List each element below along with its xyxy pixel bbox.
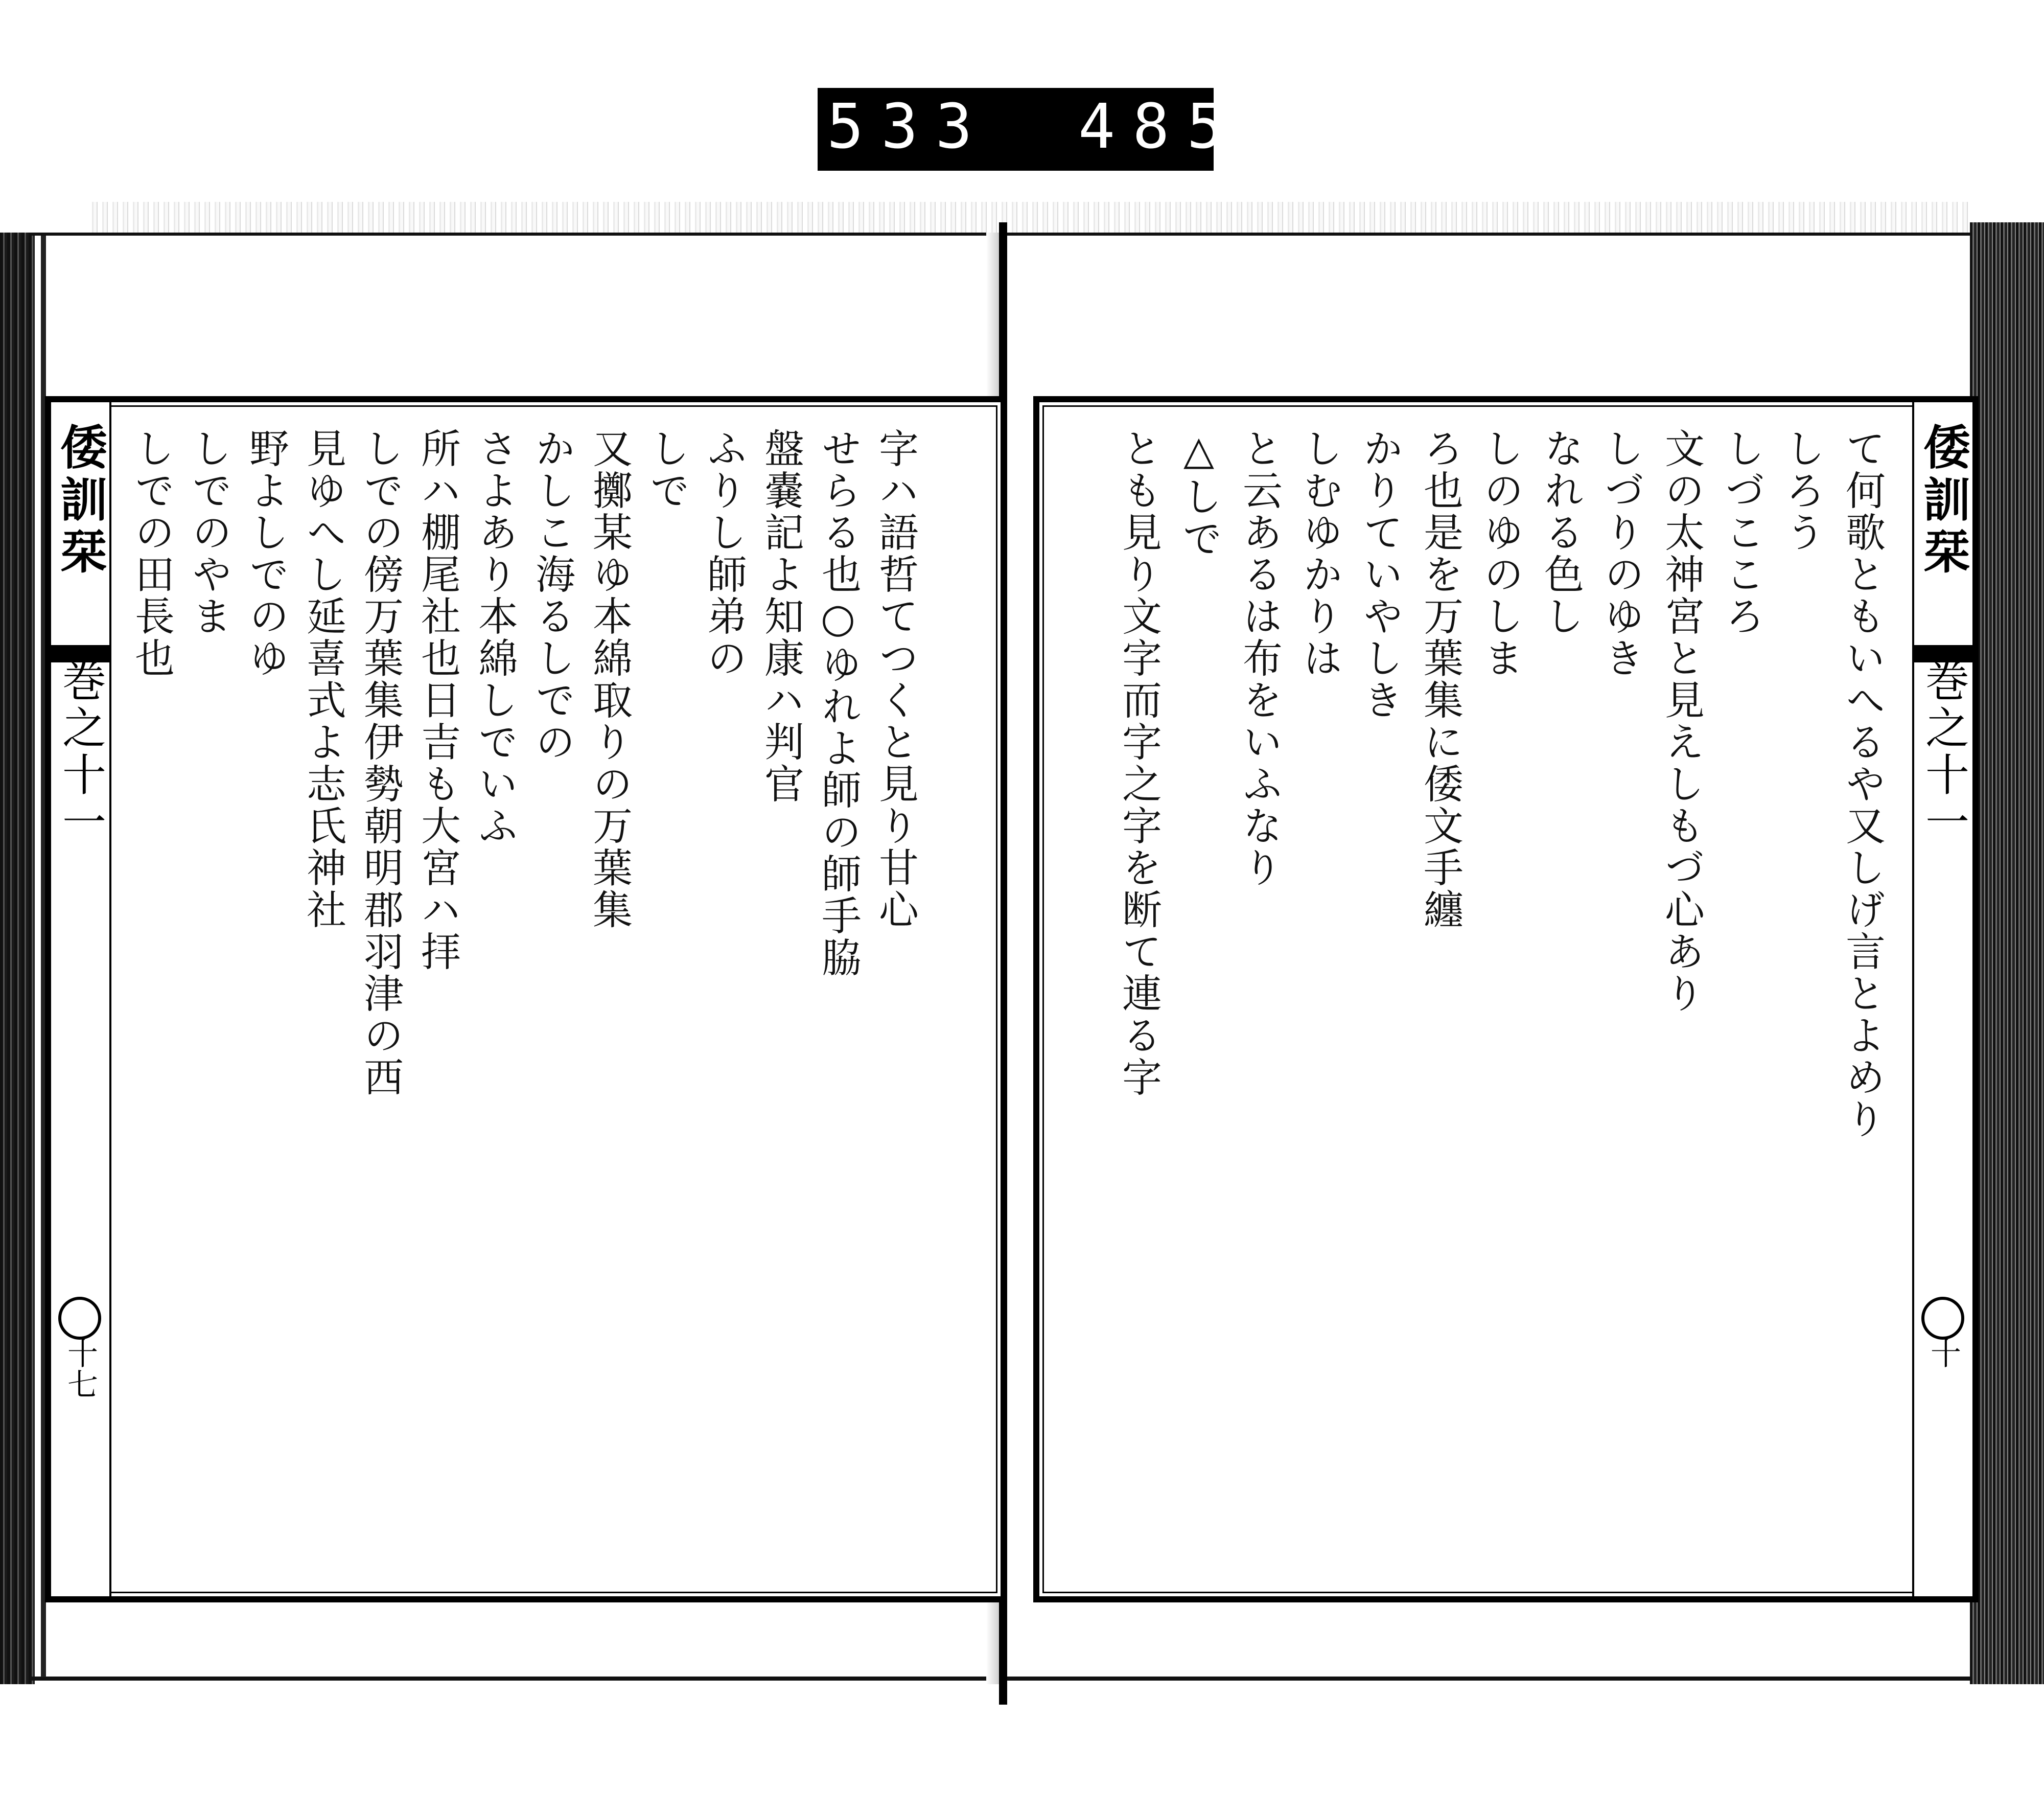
open-book — [0, 222, 2044, 1705]
right-spine-circle-mark — [1921, 1297, 1964, 1340]
text-column: しで — [643, 428, 689, 512]
text-column: かりていやしき — [1357, 428, 1403, 721]
left-page-text — [123, 428, 924, 1576]
text-column: しろう — [1779, 428, 1825, 554]
left-page-spine — [51, 402, 111, 1596]
text-column: さよあり本綿しでいふ — [472, 428, 518, 847]
text-column: △しで — [1176, 428, 1222, 560]
text-column: しのゆのしま — [1477, 428, 1523, 679]
text-column: しづりのゆき — [1598, 428, 1644, 679]
text-column: しづこころ — [1718, 428, 1764, 637]
text-column: ろ也是を万葉集に倭文手纏 — [1417, 428, 1463, 931]
text-column: 字ハ語哲てつくと見り甘心 — [872, 428, 918, 931]
left-spine-volume: 巻之十一 — [55, 658, 106, 846]
text-column: しでの田長也 — [128, 428, 174, 679]
text-column: なれる色し — [1538, 428, 1584, 637]
text-column: 又擲某ゆ本綿取りの万葉集 — [586, 428, 632, 931]
left-page-frame — [45, 396, 1007, 1602]
left-spine-circle-mark — [58, 1297, 101, 1340]
right-page-edges — [1970, 222, 2044, 1684]
text-column: 所ハ棚尾社也日吉も大宮ハ拝 — [414, 428, 460, 973]
text-column: とも見り文字而字之字を断て連る字 — [1116, 428, 1162, 1098]
text-column: かしこ海るしでの — [529, 428, 575, 763]
right-spine-page-number: 十 — [1925, 1338, 1961, 1368]
right-page-frame — [1033, 396, 1979, 1602]
text-column: と云あるは布をいふなり — [1236, 428, 1282, 889]
text-column: ふりし師弟の — [701, 428, 747, 679]
text-column: しでのやま — [185, 428, 231, 637]
text-column: しむゆかりは — [1296, 428, 1342, 679]
text-column: て何歌ともいへるや又しげ言とよめり — [1839, 428, 1885, 1140]
text-column: 文の太神宮と見えしもづ心あり — [1658, 428, 1704, 1015]
left-spine-title: 倭訓栞 — [53, 423, 108, 579]
right-page-spine — [1912, 402, 1972, 1596]
right-spine-volume: 巻之十一 — [1918, 658, 1969, 846]
text-column: せらる也○ゆれよ師の師手脇 — [815, 428, 861, 979]
call-number-right: 485. — [1078, 91, 1295, 163]
text-column: 盤嚢記よ知康ハ判官 — [758, 428, 804, 805]
left-spine-page-number: 十七 — [62, 1338, 98, 1399]
text-column: 見ゆへし延喜式よ志氏神社 — [300, 428, 346, 931]
right-page-text — [1075, 428, 1891, 1576]
text-column: しでの傍万葉集伊勢朝明郡羽津の西 — [357, 428, 403, 1098]
call-number-left: 533 — [827, 91, 990, 163]
text-column: 野よしでのゆ — [243, 428, 289, 679]
left-page-edges — [0, 233, 35, 1684]
call-number-label — [818, 88, 1295, 171]
right-spine-title: 倭訓栞 — [1916, 423, 1971, 579]
